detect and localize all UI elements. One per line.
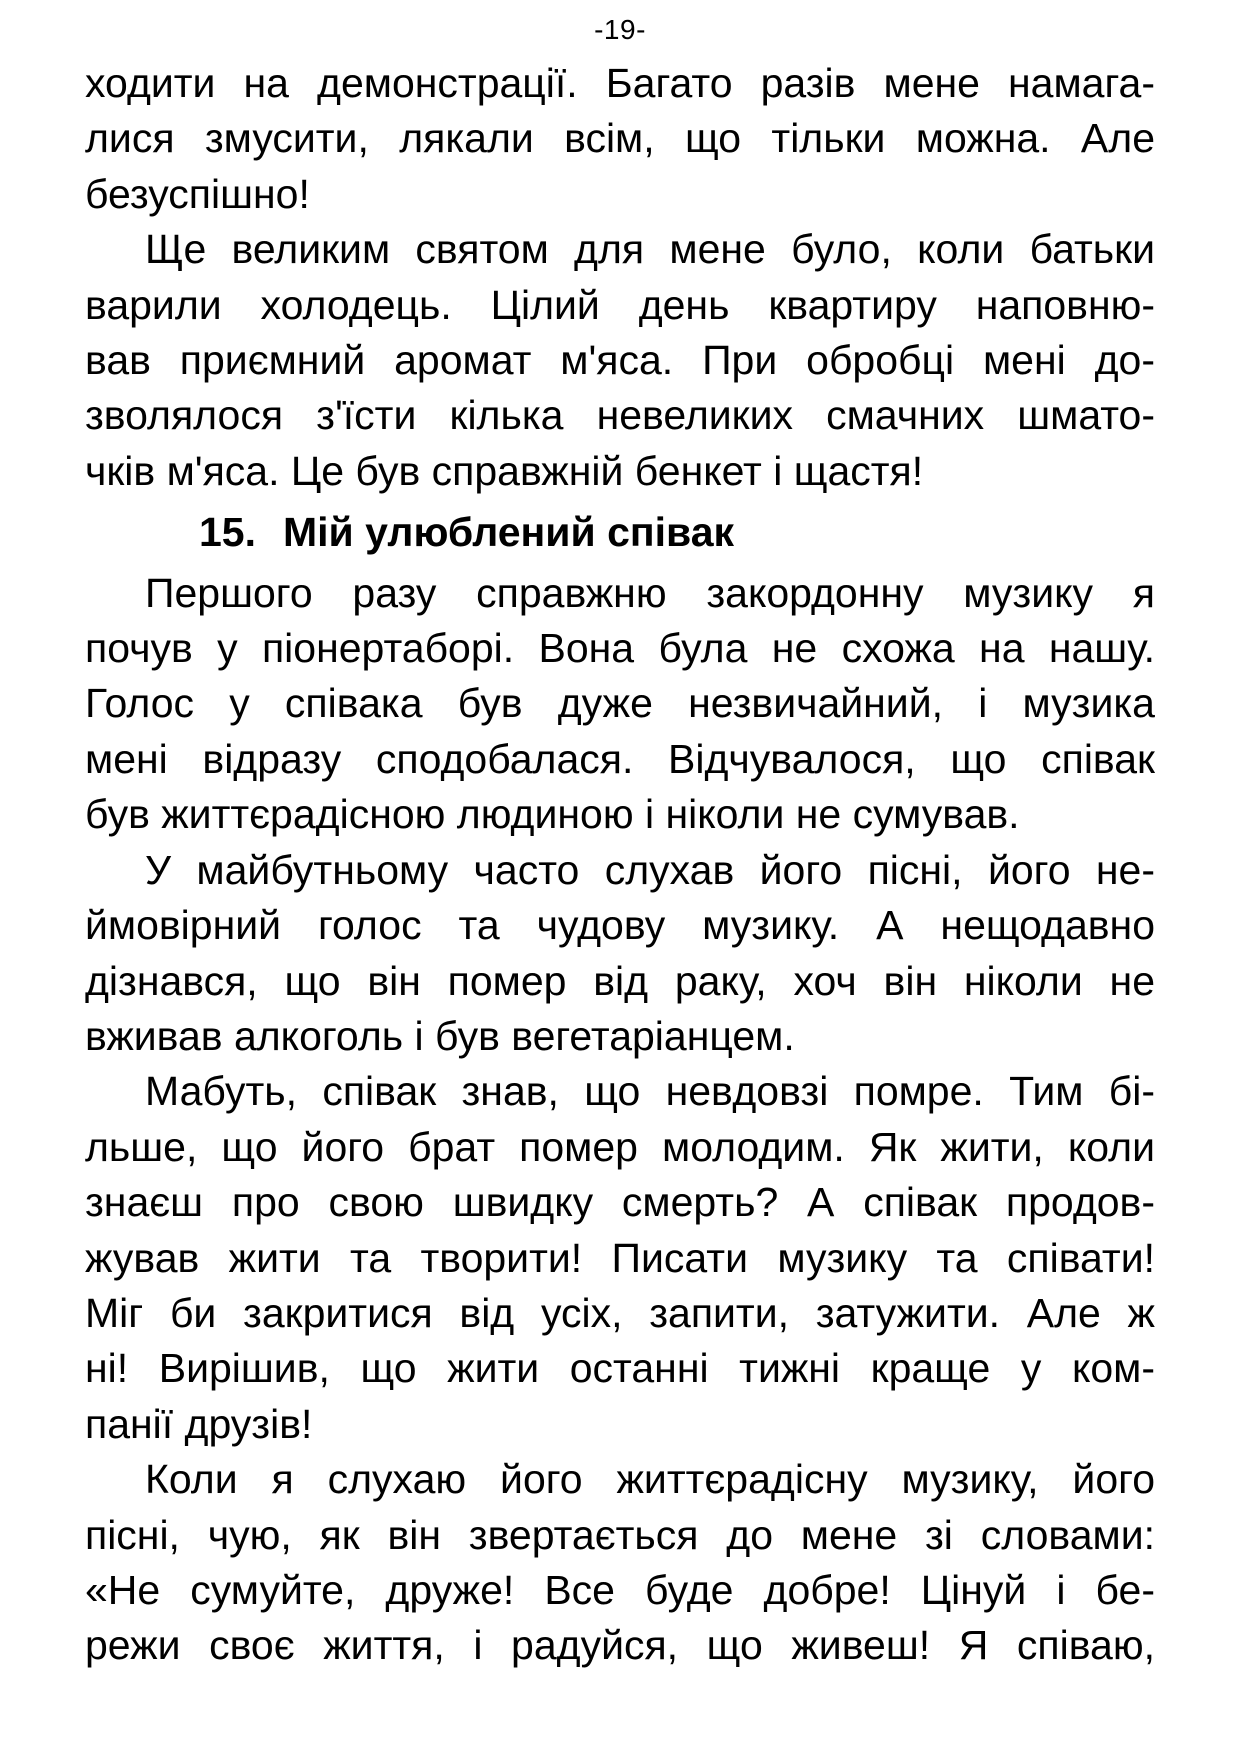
text-line: зволялося з'їсти кілька невеликих смачних шмато- <box>85 392 1155 439</box>
paragraph <box>85 1452 1155 1674</box>
text-line: льше, що його брат помер молодим. Як жити, коли <box>85 1123 1155 1170</box>
page-number: -19- <box>594 14 646 45</box>
text-line: Мабуть, співак знав, що невдовзі помре. Тим бі- <box>145 1068 1155 1115</box>
paragraph <box>85 56 1155 222</box>
text-line: вживав алкоголь і був вегетаріанцем. <box>85 1012 795 1059</box>
text-line: панії друзів! <box>85 1400 313 1447</box>
text-line: Ще великим святом для мене було, коли батьки <box>145 226 1155 273</box>
text-line: чків м'яса. Це був справжній бенкет і щастя! <box>85 447 924 494</box>
text-line: У майбутньому часто слухав його пісні, його не- <box>145 846 1155 893</box>
text-line: знаєш про свою швидку смерть? А співак продов- <box>85 1179 1155 1226</box>
text-line: почув у піонертаборі. Вона була не схожа на нашу. <box>85 625 1155 672</box>
text-line: дізнався, що він помер від раку, хоч він ніколи не <box>85 957 1155 1004</box>
text-line: Міг би закритися від усіх, запити, затужити. Але ж <box>85 1289 1155 1336</box>
text-line: мені відразу сподобалася. Відчувалося, що співак <box>85 735 1155 782</box>
text-line: варили холодець. Цілий день квартиру наповню- <box>85 281 1155 328</box>
text-line: ні! Вирішив, що жити останні тижні краще у ком- <box>85 1345 1155 1392</box>
text-line: режи своє життя, і радуйся, що живеш! Я співаю, <box>85 1622 1155 1669</box>
text-line: Першого разу справжню закордонну музику я <box>145 569 1155 616</box>
paragraph <box>85 566 1155 843</box>
paragraph <box>85 843 1155 1065</box>
section-heading <box>85 505 1155 560</box>
text-line: пісні, чую, як він звертається до мене зі словами: <box>85 1511 1155 1558</box>
text-line: Голос у співака був дуже незвичайний, і музика <box>85 680 1155 727</box>
heading-title: Мій улюблений співак <box>283 509 735 556</box>
text-line: лися змусити, лякали всім, що тільки можна. Але <box>85 115 1155 162</box>
heading-number: 15. <box>199 509 256 556</box>
text-line: ймовірний голос та чудову музику. А нещодавно <box>85 902 1155 949</box>
text-line: жував жити та творити! Писати музику та співати! <box>85 1234 1155 1281</box>
text-line: вав приємний аромат м'яса. При обробці мені до- <box>85 337 1155 384</box>
paragraph <box>85 1064 1155 1452</box>
paragraph <box>85 222 1155 499</box>
text-line: був життєрадісною людиною і ніколи не сумував. <box>85 791 1020 838</box>
text-line: безуспішно! <box>85 170 310 217</box>
text-line: ходити на демонстрації. Багато разів мене намага- <box>85 60 1155 106</box>
text-line: «Не сумуйте, друже! Все буде добре! Цінуй і бе- <box>85 1566 1155 1613</box>
text-block <box>85 56 1155 1674</box>
text-line: Коли я слухаю його життєрадісну музику, його <box>145 1456 1155 1503</box>
